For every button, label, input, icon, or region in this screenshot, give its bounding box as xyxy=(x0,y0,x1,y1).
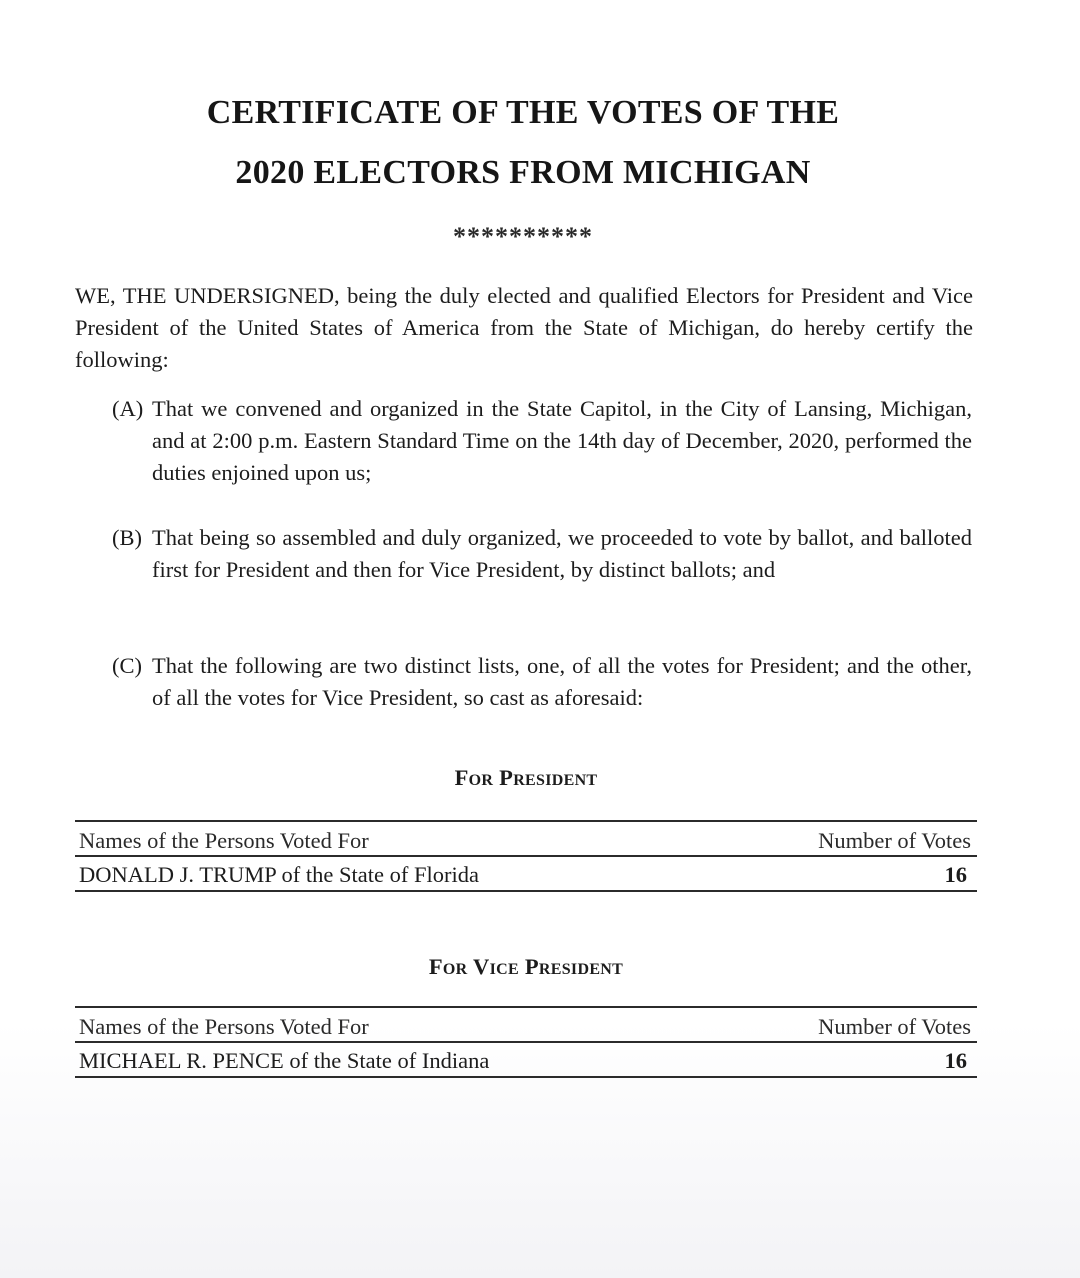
vice-president-heading: For Vice President xyxy=(428,954,624,979)
table-row xyxy=(75,1043,977,1076)
column-header-votes: Number of Votes xyxy=(818,828,971,853)
clause-c xyxy=(112,650,972,714)
table-row xyxy=(75,857,977,890)
clause-marker: (B) xyxy=(112,525,142,550)
clause-marker: (C) xyxy=(112,653,142,678)
table-header xyxy=(75,1008,977,1041)
table-rule xyxy=(75,890,977,892)
table-header xyxy=(75,822,977,855)
vote-count: 16 xyxy=(944,862,967,887)
intro-paragraph: WE, THE UNDERSIGNED, being the duly elected and qualified Electors for President and Vice President of the United States of America from the State of Michigan, do hereby certify the following: xyxy=(75,283,973,372)
president-votes-table xyxy=(75,820,977,892)
clause-text: That being so assembled and duly organized, we proceeded to vote by ballot, and balloted first for President and then for Vice President, by distinct ballots; and xyxy=(152,525,972,582)
table-rule xyxy=(75,1076,977,1078)
vice-president-votes-table xyxy=(75,1006,977,1078)
candidate-name: MICHAEL R. PENCE of the State of Indiana xyxy=(79,1048,490,1073)
clause-marker: (A) xyxy=(112,396,144,421)
certificate-title-line-2: 2020 ELECTORS FROM MICHIGAN xyxy=(235,154,811,191)
asterisk-separator: ********** xyxy=(453,222,593,251)
certificate-title-line-1: CERTIFICATE OF THE VOTES OF THE xyxy=(206,94,840,131)
clause-b xyxy=(112,522,972,586)
candidate-name: DONALD J. TRUMP of the State of Florida xyxy=(79,862,479,887)
column-header-names: Names of the Persons Voted For xyxy=(79,1014,369,1039)
column-header-names: Names of the Persons Voted For xyxy=(79,828,369,853)
column-header-votes: Number of Votes xyxy=(818,1014,971,1039)
clause-text: That the following are two distinct lists, one, of all the votes for President; and the other, of all the votes for Vice President, so cast as aforesaid: xyxy=(152,653,972,710)
vote-count: 16 xyxy=(944,1048,967,1073)
president-heading: For President xyxy=(454,765,598,790)
clause-a xyxy=(112,393,972,489)
clause-text: That we convened and organized in the State Capitol, in the City of Lansing, Michigan, and at 2:00 p.m. Eastern Standard Time on the 14th day of December, 2020, performed the duties enjoined upon us; xyxy=(152,396,972,485)
